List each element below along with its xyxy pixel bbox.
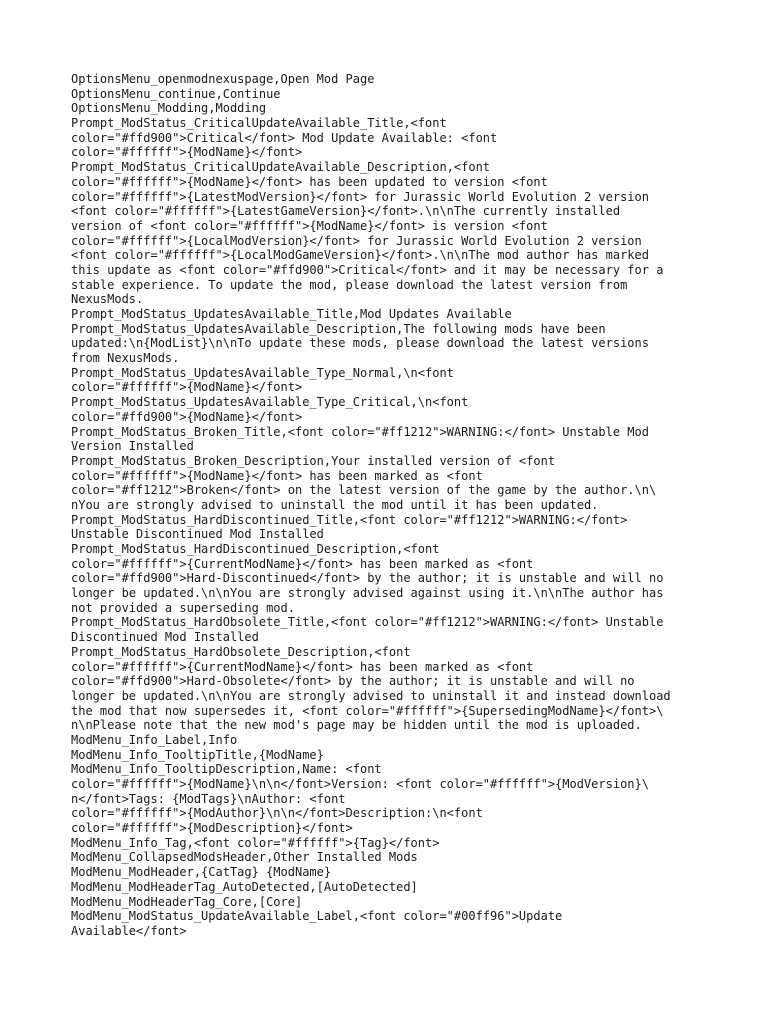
text-line: Prompt_ModStatus_UpdatesAvailable_Type_Normal,\n<font [71, 365, 454, 380]
text-line: longer be updated.\n\nYou are strongly advised against using it.\n\nThe author has [71, 586, 664, 601]
text-line: color="#ffd900">Critical</font> Mod Update Available: <font [71, 130, 498, 145]
text-line: Prompt_ModStatus_Broken_Description,Your installed version of <font [71, 453, 556, 468]
text-line: color="#ffffff">{ModName}</font> [71, 145, 303, 160]
text-line: Prompt_ModStatus_CriticalUpdateAvailable_Description,<font [71, 160, 491, 175]
text-line: ModMenu_ModHeader,{CatTag} {ModName} [71, 865, 332, 880]
text-line: this update as <font color="#ffd900">Critical</font> and it may be necessary for a [71, 262, 664, 277]
text-line: color="#ffffff">{CurrentModName}</font> has been marked as <font [71, 659, 534, 674]
text-line: Prompt_ModStatus_HardObsolete_Description,<font [71, 644, 411, 659]
text-line: Prompt_ModStatus_HardDiscontinued_Description,<font [71, 542, 440, 556]
text-line: version of <font color="#ffffff">{ModName}</font> is version <font [71, 218, 548, 233]
text-line: <font color="#ffffff">{LatestGameVersion}</font>.\n\nThe currently installed [71, 204, 621, 219]
text-line: color="#ffd900">Hard-Obsolete</font> by the author; it is unstable and will no [71, 674, 635, 689]
text-line: <font color="#ffffff">{LocalModGameVersion}</font>.\n\nThe mod author has marked [71, 248, 649, 263]
text-line: ModMenu_Info_TooltipDescription,Name: <font [71, 762, 382, 777]
text-line: Unstable Discontinued Mod Installed [71, 527, 324, 542]
text-line: ModMenu_Info_TooltipTitle,{ModName} [71, 747, 324, 762]
text-line: color="#ffffff">{ModName}</font> has been updated to version <font [71, 174, 548, 189]
text-line: ModMenu_Info_Label,Info [71, 732, 238, 747]
text-line: Available</font> [71, 923, 187, 938]
text-line: color="#ffffff">{LatestModVersion}</font> for Jurassic World Evolution 2 version [71, 189, 649, 204]
text-line: color="#ffffff">{ModName}\n\n</font>Version: <font color="#ffffff">{ModVersion}\ [71, 777, 649, 791]
text-line: from NexusMods. [71, 351, 180, 366]
text-line: ModMenu_CollapsedModsHeader,Other Installed Mods [71, 850, 418, 865]
text-line: Discontinued Mod Installed [71, 630, 259, 645]
text-line: color="#ffffff">{CurrentModName}</font> has been marked as <font [71, 556, 534, 571]
text-line: Prompt_ModStatus_HardObsolete_Title,<font color="#ff1212">WARNING:</font> Unstable [71, 615, 664, 630]
text-line: color="#ffd900">Hard-Discontinued</font> by the author; it is unstable and will no [71, 571, 664, 586]
text-line: ModMenu_ModStatus_UpdateAvailable_Label,<font color="#00ff96">Update [71, 909, 563, 924]
text-line: Prompt_ModStatus_HardDiscontinued_Title,<font color="#ff1212">WARNING:</font> [71, 512, 628, 527]
text-line: color="#ffffff">{ModName}</font> has been marked as <font [71, 468, 483, 483]
text-line: not provided a superseding mod. [71, 600, 295, 615]
text-line: Prompt_ModStatus_UpdatesAvailable_Title,Mod Updates Available [71, 307, 512, 321]
text-line: n\nPlease note that the new mod's page may be hidden until the mod is uploaded. [71, 718, 642, 733]
text-line: color="#ff1212">Broken</font> on the latest version of the game by the author.\n\ [71, 483, 657, 498]
text-line: ModMenu_Info_Tag,<font color="#ffffff">{Tag}</font> [71, 835, 440, 850]
text-line: ModMenu_ModHeaderTag_AutoDetected,[AutoDetected] [71, 879, 418, 894]
text-line: ModMenu_ModHeaderTag_Core,[Core] [71, 894, 303, 909]
text-line: Prompt_ModStatus_CriticalUpdateAvailable_Title,<font [71, 116, 447, 131]
text-line: stable experience. To update the mod, please download the latest version from [71, 277, 628, 292]
text-line: color="#ffffff">{ModAuthor}\n\n</font>Description:\n<font [71, 806, 483, 821]
text-line: the mod that now supersedes it, <font color="#ffffff">{SupersedingModName}</font>\ [71, 703, 664, 718]
text-line: Prompt_ModStatus_UpdatesAvailable_Description,The following mods have been [71, 321, 606, 336]
text-line: longer be updated.\n\nYou are strongly advised to uninstall it and instead download [71, 688, 671, 703]
text-line: OptionsMenu_Modding,Modding [71, 101, 267, 116]
text-line: NexusMods. [71, 292, 144, 307]
text-line: color="#ffffff">{ModDescription}</font> [71, 821, 353, 836]
text-line: Version Installed [71, 439, 194, 454]
text-line: n</font>Tags: {ModTags}\nAuthor: <font [71, 791, 346, 806]
document-text [71, 72, 711, 939]
text-line: OptionsMenu_openmodnexuspage,Open Mod Page [71, 72, 375, 86]
text-line: color="#ffffff">{ModName}</font> [71, 380, 303, 395]
text-line: color="#ffffff">{LocalModVersion}</font> for Jurassic World Evolution 2 version [71, 233, 642, 248]
text-line: updated:\n{ModList}\n\nTo update these mods, please download the latest versions [71, 336, 649, 351]
text-line: Prompt_ModStatus_UpdatesAvailable_Type_Critical,\n<font [71, 395, 469, 410]
text-line: color="#ffd900">{ModName}</font> [71, 409, 303, 424]
text-line: nYou are strongly advised to uninstall the mod until it has been updated. [71, 497, 599, 512]
text-line: OptionsMenu_continue,Continue [71, 86, 281, 101]
text-line: Prompt_ModStatus_Broken_Title,<font color="#ff1212">WARNING:</font> Unstable Mod [71, 424, 649, 439]
